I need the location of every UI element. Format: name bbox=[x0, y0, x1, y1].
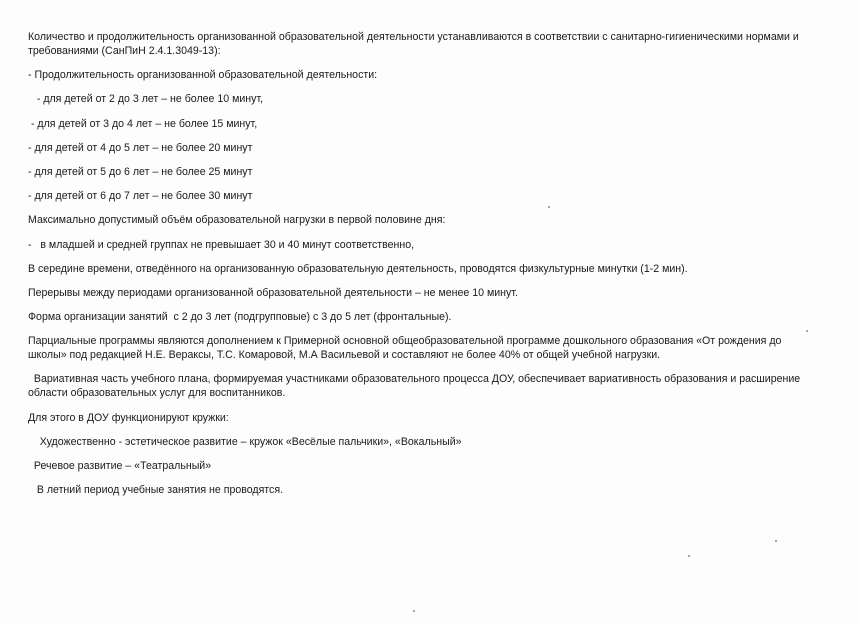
list-item-art-club: Художественно - эстетическое развитие – кружок «Весёлые пальчики», «Вокальный» bbox=[28, 435, 462, 448]
paragraph-summer: В летний период учебные занятия не проводятся. bbox=[28, 484, 284, 497]
scan-speck bbox=[688, 555, 690, 557]
paragraph-clubs-heading: Для этого в ДОУ функционируют кружки: bbox=[28, 411, 229, 424]
list-item-age-6-7: - для детей от 6 до 7 лет – не более 30 минут bbox=[28, 190, 253, 203]
document-text bbox=[28, 30, 818, 507]
paragraph-fitness-minutes: В середине времени, отведённого на организованную образовательную деятельность, проводятся физкультурные минутки (1-2 мин). bbox=[28, 262, 688, 275]
list-item-age-3-4: - для детей от 3 до 4 лет – не более 15 минут, bbox=[28, 117, 258, 130]
list-item-speech-club: Речевое развитие – «Театральный» bbox=[28, 460, 212, 472]
list-item-age-5-6: - для детей от 5 до 6 лет – не более 25 минут bbox=[28, 165, 253, 178]
paragraph-lesson-form: Форма организации занятий с 2 до 3 лет (подгрупповые) с 3 до 5 лет (фронтальные). bbox=[28, 311, 452, 324]
paragraph-breaks: Перерывы между периодами организованной образовательной деятельности – не менее 10 минут. bbox=[28, 286, 518, 299]
paragraph-variable-part: Вариативная часть учебного плана, формируемая участниками образовательного процесса ДОУ, обеспечивает вариативность образования и расширение области образовательных услуг для воспитанников. bbox=[28, 373, 804, 400]
list-item-age-4-5: - для детей от 4 до 5 лет – не более 20 минут bbox=[28, 141, 253, 154]
paragraph-sanpin-intro: Количество и продолжительность организованной образовательной деятельности устанавливаются в соответствии с санитарно-гигиеническими нормами и требованиями (СанПиН 2.4.1.3049-13): bbox=[28, 31, 802, 57]
paragraph-partial-programs: Парциальные программы являются дополнением к Примерной основной общеобразовательной программе дошкольного образования «От рождения до школы» под редакцией Н.Е. Вераксы, Т.С. Комаровой, М.А Васильевой и составляют не более 40% от общей учебной нагрузки. bbox=[28, 335, 785, 362]
paragraph-duration-heading: - Продолжительность организованной образовательной деятельности: bbox=[28, 69, 378, 82]
scan-speck bbox=[548, 206, 550, 208]
paragraph-max-load: Максимально допустимый объём образовательной нагрузки в первой половине дня: bbox=[28, 214, 446, 227]
scan-speck bbox=[775, 540, 777, 542]
list-item-age-2-3: - для детей от 2 до 3 лет – не более 10 минут, bbox=[28, 93, 264, 106]
scan-speck bbox=[806, 330, 808, 332]
list-item-junior-middle-groups: - в младшей и средней группах не превышает 30 и 40 минут соответственно, bbox=[28, 238, 415, 251]
scan-speck bbox=[413, 610, 415, 612]
